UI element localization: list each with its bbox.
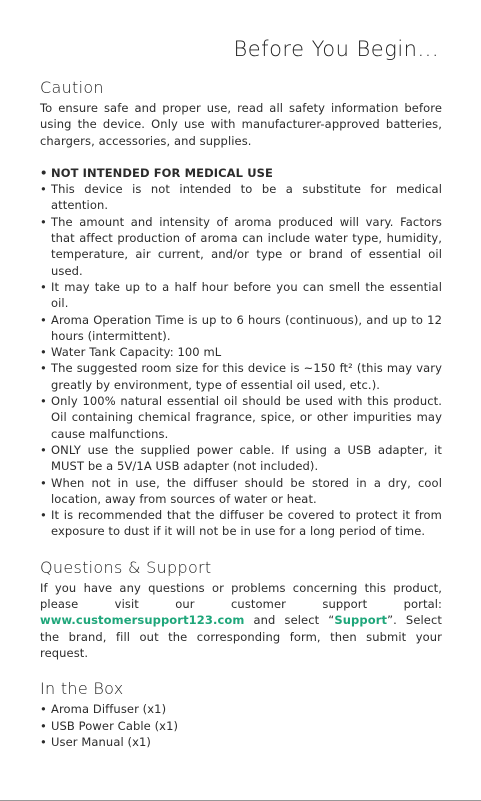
spacer <box>40 661 442 679</box>
caution-list <box>40 165 442 540</box>
caution-item: • It is recommended that the diffuser be covered to protect it from exposure to dust if it will not be in use for a long period of time. <box>40 507 442 540</box>
box-item: • User Manual (x1) <box>40 734 442 750</box>
caution-intro: To ensure safe and proper use, read all safety information before using the device. Only use with manufacturer-approved batteries, chargers, accessories, and supplies. <box>40 101 442 148</box>
support-text-middle: and select “ <box>244 613 335 628</box>
box-list <box>40 701 442 750</box>
caution-item: • The suggested room size for this device is ~150 ft² (this may vary greatly by environment, type of essential oil used, etc.). <box>40 360 442 393</box>
caution-item: • Aroma Operation Time is up to 6 hours (continuous), and up to 12 hours (intermittent). <box>40 312 442 345</box>
box-item: • Aroma Diffuser (x1) <box>40 701 442 717</box>
spacer <box>40 540 442 558</box>
support-text-after: ”. Select the brand, fill out the corresponding form, then submit your request. <box>40 613 442 660</box>
content-column <box>40 78 442 750</box>
support-heading: Questions & Support <box>40 557 212 577</box>
caution-heading: Caution <box>40 78 104 97</box>
page-title: Before You Begin... <box>233 37 439 61</box>
spacer <box>40 149 442 165</box>
support-word: Support <box>334 613 388 628</box>
caution-item: • Only 100% natural essential oil should be used with this product. Oil containing chemical fragrance, spice, or other impurities may cause malfunctions. <box>40 393 442 442</box>
support-text <box>40 580 442 661</box>
box-heading: In the Box <box>40 679 124 699</box>
box-item: • USB Power Cable (x1) <box>40 718 442 734</box>
support-text-before: If you have any questions or problems concerning this product, please visit our customer support portal: <box>40 580 442 612</box>
caution-item: • It may take up to a half hour before you can smell the essential oil. <box>40 279 442 312</box>
caution-item: • ONLY use the supplied power cable. If using a USB adapter, it MUST be a 5V/1A USB adapter (not included). <box>40 442 442 475</box>
caution-item: • The amount and intensity of aroma produced will vary. Factors that affect production of aroma can include water type, humidity, temperature, air current, and/or type or brand of essential oil used. <box>40 214 442 279</box>
caution-item-medical: • NOT INTENDED FOR MEDICAL USE <box>40 165 442 181</box>
caution-item: • This device is not intended to be a substitute for medical attention. <box>40 181 442 214</box>
support-link[interactable]: www.customersupport123.com <box>40 613 245 628</box>
caution-item: • When not in use, the diffuser should be stored in a dry, cool location, away from sources of water or heat. <box>40 475 442 508</box>
caution-item: • Water Tank Capacity: 100 mL <box>40 344 442 360</box>
